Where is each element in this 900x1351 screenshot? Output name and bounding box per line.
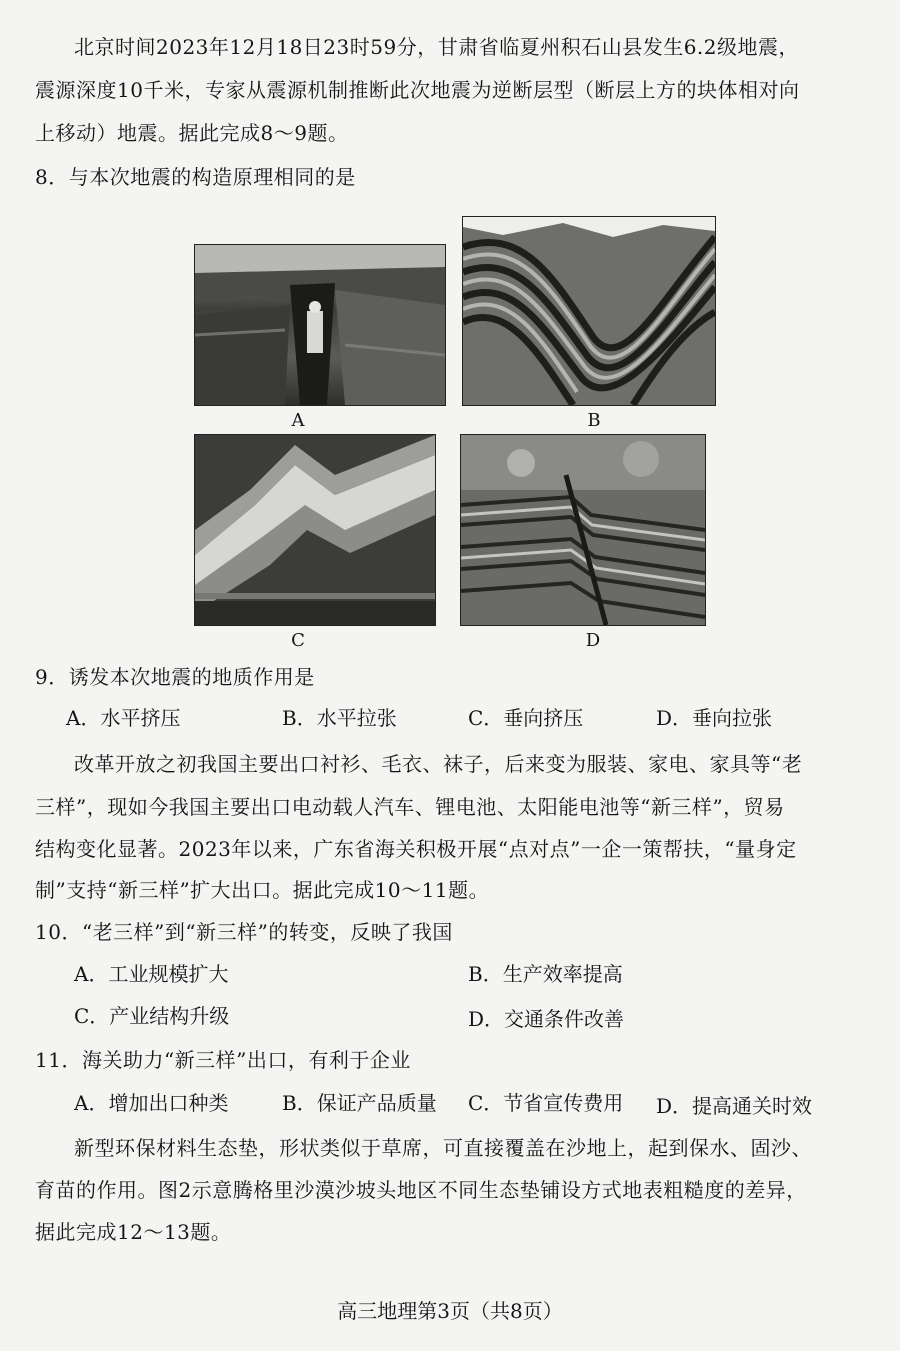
passage3-line3: 据此完成12～13题。 — [35, 1220, 232, 1244]
passage2-line1: 改革开放之初我国主要出口衬衫、毛衣、袜子，后来变为服装、家电、家具等“老 — [74, 752, 803, 776]
photo-d-faulted-layers — [460, 434, 706, 626]
passage1-line1: 北京时间2023年12月18日23时59分，甘肃省临夏州积石山县发生6.2级地震， — [74, 35, 800, 59]
passage2-line4: 制”支持“新三样”扩大出口。据此完成10～11题。 — [35, 878, 490, 902]
passage2-line3: 结构变化显著。2023年以来，广东省海关积极开展“点对点”一企一策帮扶，“量身定 — [35, 837, 797, 861]
caption-b: B — [587, 410, 601, 431]
passage1-line2: 震源深度10千米，专家从震源机制推断此次地震为逆断层型（断层上方的块体相对向 — [35, 78, 800, 102]
passage3-line1: 新型环保材料生态垫，形状类似于草席，可直接覆盖在沙地上，起到保水、固沙、 — [74, 1136, 812, 1160]
question-11-option-d[interactable]: D．提高通关时效 — [656, 1094, 813, 1118]
question-11-option-a[interactable]: A．增加出口种类 — [74, 1091, 229, 1115]
question-10-option-d[interactable]: D．交通条件改善 — [468, 1007, 625, 1031]
question-9-option-c[interactable]: C．垂向挤压 — [468, 706, 584, 730]
caption-c: C — [291, 630, 305, 651]
photo-b-folded-strata — [462, 216, 716, 406]
question-10-option-a[interactable]: A．工业规模扩大 — [74, 962, 229, 986]
question-11-option-b[interactable]: B．保证产品质量 — [282, 1091, 437, 1115]
caption-d: D — [585, 630, 601, 651]
caption-a: A — [291, 410, 305, 431]
photo-c-anticline — [194, 434, 436, 626]
passage1-line3: 上移动）地震。据此完成8～9题。 — [35, 121, 349, 145]
question-9-stem: 9．诱发本次地震的地质作用是 — [35, 665, 315, 689]
question-9-option-d[interactable]: D．垂向拉张 — [656, 706, 773, 730]
photo-a-fault-canyon — [194, 244, 446, 406]
question-11-stem: 11．海关助力“新三样”出口，有利于企业 — [35, 1048, 411, 1072]
passage3-line2: 育苗的作用。图2示意腾格里沙漠沙坡头地区不同生态垫铺设方式地表粗糙度的差异， — [35, 1178, 807, 1202]
question-10-stem: 10．“老三样”到“新三样”的转变，反映了我国 — [35, 920, 453, 944]
page-footer: 高三地理第3页（共8页） — [337, 1299, 563, 1323]
question-8-stem: 8．与本次地震的构造原理相同的是 — [35, 165, 356, 189]
question-9-option-a[interactable]: A．水平挤压 — [66, 706, 181, 730]
question-10-option-b[interactable]: B．生产效率提高 — [468, 962, 623, 986]
question-10-option-c[interactable]: C．产业结构升级 — [74, 1004, 230, 1028]
question-11-option-c[interactable]: C．节省宣传费用 — [468, 1091, 624, 1115]
passage2-line2: 三样”，现如今我国主要出口电动载人汽车、锂电池、太阳能电池等“新三样”，贸易 — [35, 795, 785, 819]
question-9-option-b[interactable]: B．水平拉张 — [282, 706, 397, 730]
